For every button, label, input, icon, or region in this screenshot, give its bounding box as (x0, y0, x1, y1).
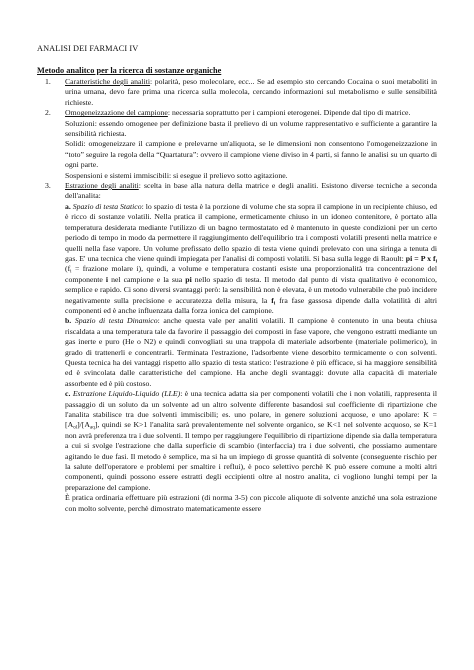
item-number: 1. (45, 77, 51, 86)
sub-title: Spazio di testa Dinamico (74, 316, 158, 326)
formula-subscript: i (70, 269, 72, 275)
sub-title: Estrazione Liquido-Liquido (LLE) (72, 389, 181, 399)
subsection-a (65, 202, 437, 316)
subsection-b (65, 316, 437, 389)
paragraph-soluzioni: Soluzioni: essendo omogenee per definizione basta il prelievo di un volume rappresentativo e sufficiente a garantire la sensibilità richiesta. (65, 118, 437, 139)
sub-text: nello spazio di testa. Il metodo dal punto di vista qualitativo è economico, semplice e rapido. Ci sono diversi svantaggi però: la sensibilità non è elevata, è un metodo vulnerabile che può incidere negativamente sulla precisione e accuratezza della misura, la (65, 274, 437, 305)
sub-text: ], quindi se K>1 l'analita sarà prevalentemente nel solvente organico, se K<1 nel solvente acquoso, se K=1 non avrà preferenza tra i due solventi. Il tempo per raggiungere l'equilibrio di ripartizione dipende sia dalla temperatura a cui si svolge l'estrazione che dalla superficie di scambio (interfaccia) tra i due solventi, che possiamo aumentare agitando le due fasi. Il metodo è semplice, ma si ha un impiego di grosse quantità di solvente (conseguente rischio per la salute dell'operatore e problemi per smaltire i reflui), è poco selettivo perchè K può essere comune a molti altri componenti, quindi possono essere estratti degli eccipienti oltre al nostro analita, ci vogliono lunghi tempi per la preparazione del campione. (65, 420, 437, 492)
sub-label: c. (65, 389, 71, 399)
item-heading: Omogeneizzazione del campione (65, 108, 168, 118)
bold-term: pi (185, 274, 192, 284)
item-text: : polarità, peso molecolare, ecc... Se ad esempio sto cercando Cocaina o suoi metaboliti in urina umana, devo fare prima una ricerca sulla molecola, cercando informazioni sul metabolismo e sulle sensibilità richieste. (65, 77, 437, 107)
formula (406, 254, 437, 263)
bold-term-text: f (271, 295, 274, 305)
item-number: 2. (45, 108, 51, 118)
item-number: 3. (45, 181, 51, 191)
formula-subscript: aq (90, 425, 95, 431)
list-item-3 (37, 181, 437, 514)
item-text: : necessaria soprattutto per i campioni eterogenei. Dipende dal tipo di matrice. (167, 108, 411, 118)
formula-text: ]/[A (77, 420, 90, 430)
paragraph-sospensioni: Sospensioni e sistemi immiscibili: si esegue il prelievo sotto agitazione. (65, 170, 288, 180)
sub-text: = frazione molare i), quindi, a volume e temperatura costanti esiste una proporzionalità tra concentrazione del componente (65, 264, 437, 284)
sub-title: Spazio di testa Statico (72, 201, 142, 211)
formula-text: pi = P x f (405, 253, 436, 263)
sub-text: : è una tecnica adatta sia per componenti volatili che i non volatili, rappresenta il passaggio di un soluto da un solvente ad un altro solvente differente basandosi sul coefficiente di ripartizione che l'analita stabilisce tra due solventi immiscibili; es. uno polare, in genere soluzioni acquose, e uno apolare: K = [A (65, 389, 437, 430)
paragraph-solidi: Solidi: omogeneizzare il campione e prelevarne un'aliquota, se le dimensioni non consentono l'omogeneizzazione in “toto” seguire la regola della “Quartatura”: ovvero il campione viene diviso in 4 parti, si fanno le analisi su un quarto di ogni parte. (65, 139, 437, 170)
paragraph-estrazioni: È pratica ordinaria effettuare più estrazioni (di norma 3-5) con piccole aliquote di solvente anziché una sola estrazione con molto solvente, perchè dimostrato matematicamente essere (65, 493, 437, 513)
section-title: Metodo analitco per la ricerca di sostanze organiche (37, 66, 222, 75)
list-item-1 (37, 77, 437, 108)
sub-text: : anche questa vale per analiti volatili. Il campione è contenuto in una beuta chiusa riscaldata a una temperatura tale da favorire il passaggio dei composti in fase vapore, che vengono estratti mediante un gas inerte e puro (He o N2) e quindi convogliati su una trappola di materiale adsorbente (materiale polimerico), in grado di trattenerli e concentrarli. Terminata l'estrazione, l'adsorbente viene desorbito termicamente o con solventi. Questa tecnica ha dei vantaggi rispetto allo spazio di testa statico: l'estrazione è più efficace, si ha maggiore sensibilità ed è svincolata dalle caratteristiche del campione. Ha anche degli svantaggi: dovute alla capacità di materiale assorbente ed è più costoso. (65, 316, 437, 388)
sub-text: fra fase gassosa dipende dalla volatilità di altri componenti ed è anche influenzata dalla forza ionica del campione. (65, 295, 437, 315)
formula-subscript: i (273, 301, 276, 307)
item-text: : scelta in base alla natura della matrice e degli analiti. Esistono diverse tecniche a seconda dell'analita: (65, 181, 437, 201)
subsection-c (65, 389, 437, 493)
document-body (37, 77, 437, 514)
sub-text: : lo spazio di testa è la porzione di volume che sta sopra il campione in un recipiente chiuso, ed è ricco di sostanze volatili. Nella pratica il campione, ermeticamente chiuso in un idoneo contenitore, è portato alla temperatura desiderata mediante l'utilizzo di un bagno termostatato ed è mantenuto in queste condizioni per un certo periodo di tempo in modo da permettere il raggiungimento dell'equilibrio tra i composti volatili presenti nella matrice e quelli nella fase vapore. Un volume prefissato dello spazio di testa viene quindi prelevato con una siringa a tenuta di gas. E' una tecnica che viene quindi impiegata per l'analisi di composti volatili. Si basa sulla legge di Raoult: (65, 201, 438, 263)
sub-label: a. (65, 201, 71, 211)
sub-label: b. (65, 316, 72, 326)
formula-subscript: i (435, 259, 437, 265)
list-item-2 (37, 108, 437, 181)
item-heading: Caratteristiche degli analiti (65, 77, 151, 86)
document-title: ANALISI DEI FARMACI IV (37, 44, 139, 53)
formula-subscript: ol (73, 425, 78, 431)
sub-text: nel campione e la sua (108, 274, 186, 284)
formula-text: (f (65, 264, 71, 274)
bold-term: i (105, 274, 109, 284)
item-heading: Estrazione degli analiti (65, 181, 139, 191)
